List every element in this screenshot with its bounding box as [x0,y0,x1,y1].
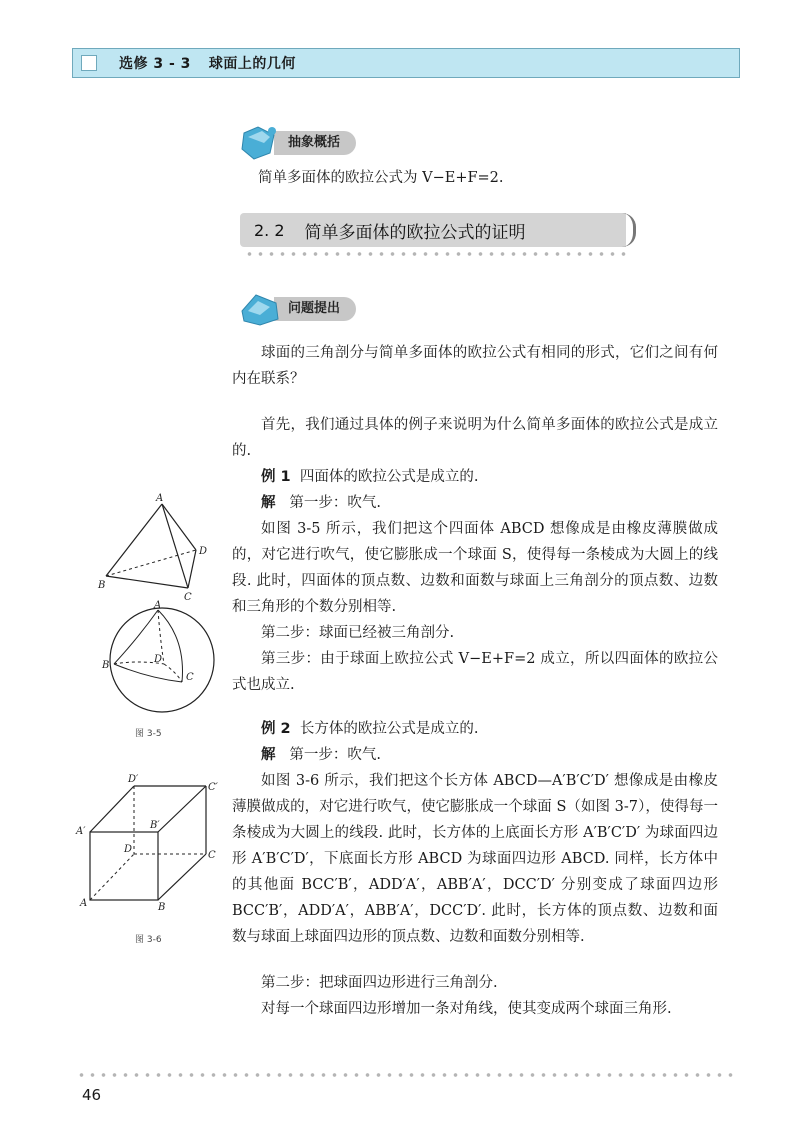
edge-cd [188,550,196,588]
section-number: 2. 2 [254,220,285,240]
header-title [119,53,296,73]
tetra-label-b: B [98,580,106,591]
example1-step3: 第三步：由于球面上欧拉公式 V−E+F=2 成立，所以四面体的欧拉公式也成立. [232,651,718,693]
section-title [240,213,626,247]
cube-label-d1: D′ [128,774,139,785]
example2-solution [261,742,721,768]
cube-label-c: C [208,850,216,861]
edge-a1d1 [90,786,134,832]
running-header [72,48,740,78]
edge-b1c1 [158,786,206,832]
question-text: 球面的三角剖分与简单多面体的欧拉公式有相同的形式，它们之间有何内在联系？ [232,345,718,387]
figure-3-5-caption: 图 3-5 [135,729,162,739]
header-square-icon [81,55,97,71]
arc-bc [114,664,182,682]
example1-label: 例 1 [261,469,291,485]
tetrahedron-figure [92,492,222,602]
cuboid-figure [72,772,222,912]
arrow-block-icon [238,289,282,329]
section-title-text: 简单多面体的欧拉公式的证明 [304,222,526,243]
edge-bc [106,576,188,588]
sphere-label-b: B [102,660,110,671]
example2-last: 对每一个球面四边形增加一条对角线，使其变成两个球面三角形. [261,1001,672,1017]
page-number: 46 [82,1086,102,1104]
abstract-tag [238,130,356,156]
cube-label-d: D [124,844,133,855]
question-tag-label: 问题提出 [274,297,356,321]
cube-label-b1: B′ [150,820,160,831]
question-tag [238,296,356,322]
sphere-label-a: A [154,600,162,611]
header-part1: 选修 3 - 3 [119,56,191,72]
example1-step2: 第二步：球面已经被三角剖分. [261,625,455,641]
example1-solution [261,490,721,516]
abstract-tag-label: 抽象概括 [274,131,356,155]
example1-step1: 第一步：吹气. [289,495,381,511]
header-part2: 球面上的几何 [208,56,296,72]
example1-paragraph: 如图 3-5 所示，我们把这个四面体 ABCD 想像成是由橡皮薄膜做成的，对它进行吹气，使它膨胀成一个球面 S，使得每一条棱成为大圆上的线段. 此时，四面体的顶点数、边数和面数与球面上三角剖分的顶点数、边数和三角形的个数分别相等. [232,521,718,615]
sphere-label-c: C [186,672,194,683]
example2-step2: 第二步：把球面四边形进行三角剖分. [261,975,498,991]
section-divider [244,251,630,257]
example2-label: 例 2 [261,721,291,737]
puzzle-icon [238,123,282,163]
example1-heading [261,464,721,490]
edge-ab [106,504,162,576]
tetra-label-d: D [199,546,208,557]
cube-label-a: A [80,898,88,909]
intro-paragraph: 首先，我们通过具体的例子来说明为什么简单多面体的欧拉公式是成立的. [232,417,718,459]
arc-ab [114,610,158,664]
example1-text: 四面体的欧拉公式是成立的. [299,469,479,485]
example2-step1: 第一步：吹气. [289,747,381,763]
sphere-label-d: D [154,654,163,665]
arc-ac [158,610,183,682]
cube-label-c1: C′ [208,782,218,793]
example2-paragraph: 如图 3-6 所示，我们把这个长方体 ABCD—A′B′C′D′ 想像成是由橡皮薄膜做成的，对它进行吹气，使它膨胀成一个球面 S（如图 3-7），使得每一条棱成为大圆上的线段. 此时，长方体的上底面长方形 A′B′C′D′ 为球面四边形 A′B′C′D′，下底面长方形 ABCD 为球面四边形 ABCD. 同样，长方体中的其他面 BCC′B′，ADD′A′，ABB′A′，DCC′D′ 分别变成了球面四边形 BCC′B′，ADD′A′，ABB′A′，DCC′D′. 此时，长方体的顶点数、边数和面数与球面上球面四边形的顶点数、边数和面数分别相等. [232,773,718,945]
euler-formula-text: 简单多面体的欧拉公式为 V−E+F=2. [258,170,504,186]
edge-ac [162,504,188,588]
solution1-label: 解 [261,495,276,511]
section-title-cap [622,213,636,247]
edge-ad [162,504,196,550]
edge-ad-hidden [90,854,134,900]
edge-bc [158,854,206,900]
cube-label-b: B [158,902,166,912]
solution2-label: 解 [261,747,276,763]
example2-text: 长方体的欧拉公式是成立的. [299,721,479,737]
cube-label-a1: A′ [76,826,86,837]
example2-heading [261,716,721,742]
tetra-label-a: A [156,493,164,504]
figure-3-6-caption: 图 3-6 [135,935,162,945]
sphere-figure [98,598,228,718]
footer-divider [76,1072,736,1078]
tetra-label-c: C [184,592,192,602]
